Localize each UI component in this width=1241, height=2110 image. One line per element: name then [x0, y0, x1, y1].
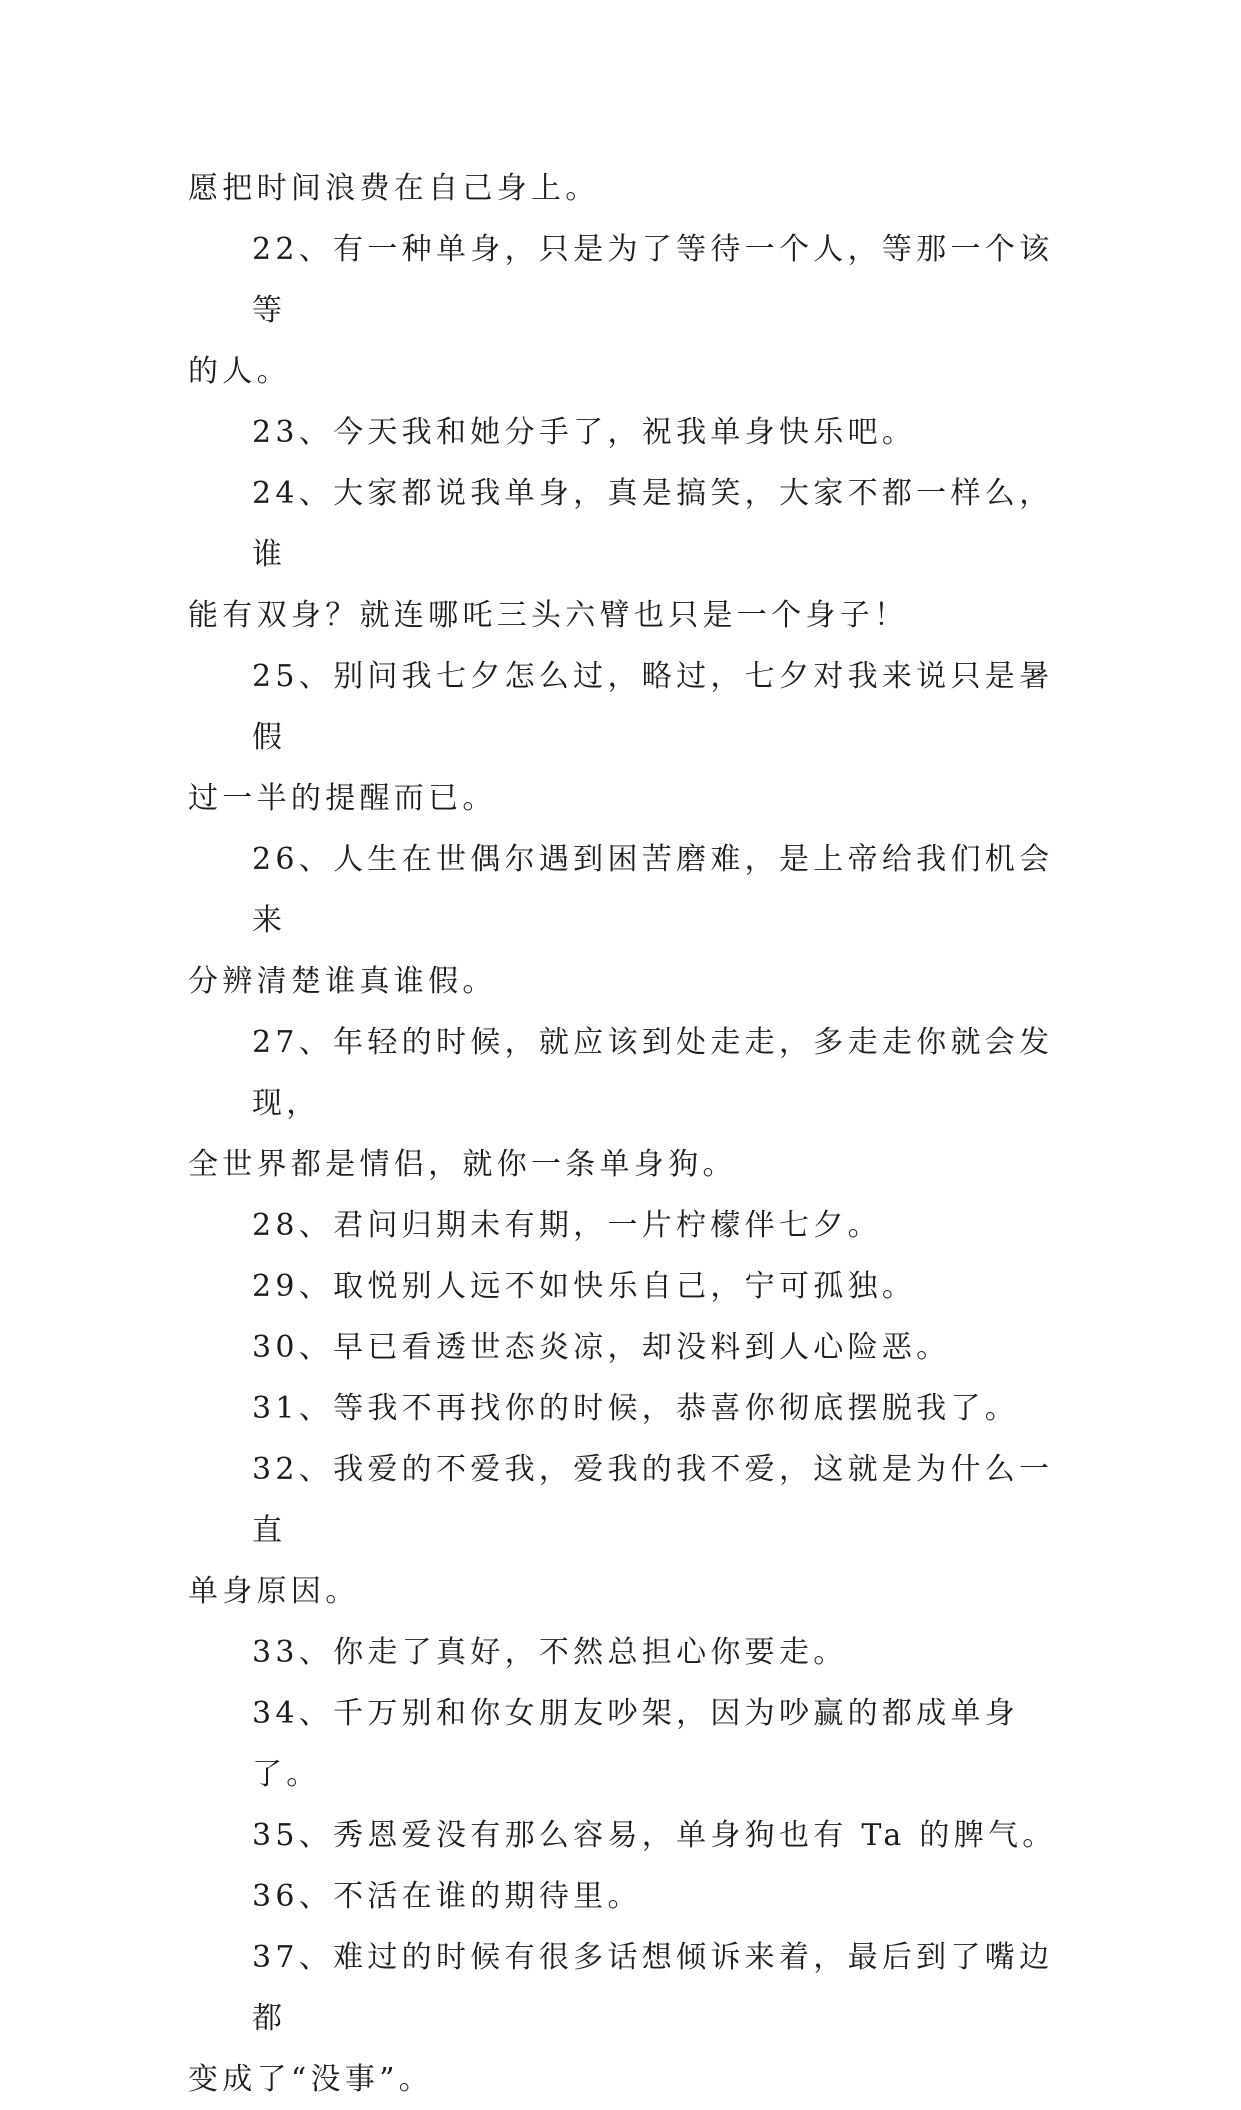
text-line: 24、大家都说我单身，真是搞笑，大家不都一样么，谁	[252, 476, 1054, 572]
text-line: 27、年轻的时候，就应该到处走走，多走走你就会发现，	[252, 1025, 1054, 1121]
text-line: 分辨清楚谁真谁假。	[188, 964, 497, 999]
text-line: 30、早已看透世态炎凉，却没料到人心险恶。	[252, 1330, 951, 1365]
text-line: 能有双身？就连哪吒三头六臂也只是一个身子！	[188, 598, 909, 633]
text-line: 37、难过的时候有很多话想倾诉来着，最后到了嘴边都	[252, 1940, 1054, 2036]
text-line: 22、有一种单身，只是为了等待一个人，等那一个该等	[252, 232, 1054, 328]
document-body	[188, 158, 1058, 2110]
text-line: 36、不活在谁的期待里。	[252, 1879, 642, 1914]
text-line: 26、人生在世偶尔遇到困苦磨难，是上帝给我们机会来	[252, 842, 1054, 938]
text-line: 34、千万别和你女朋友吵架，因为吵赢的都成单身了。	[252, 1696, 1020, 1792]
text-line: 变成了“没事”。	[188, 2062, 434, 2097]
text-line: 31、等我不再找你的时候，恭喜你彻底摆脱我了。	[252, 1391, 1020, 1426]
text-line: 33、你走了真好，不然总担心你要走。	[252, 1635, 848, 1670]
text-line: 32、我爱的不爱我，爱我的我不爱，这就是为什么一直	[252, 1452, 1054, 1548]
text-line: 过一半的提醒而已。	[188, 781, 497, 816]
text-line: 25、别问我七夕怎么过，略过，七夕对我来说只是暑假	[252, 659, 1054, 755]
text-line: 愿把时间浪费在自己身上。	[188, 171, 600, 206]
text-line: 23、今天我和她分手了，祝我单身快乐吧。	[252, 415, 917, 450]
text-line: 28、君问归期未有期，一片柠檬伴七夕。	[252, 1208, 882, 1243]
text-line: 全世界都是情侣，就你一条单身狗。	[188, 1147, 737, 1182]
text-line: 单身原因。	[188, 1574, 360, 1609]
text-line: 29、取悦别人远不如快乐自己，宁可孤独。	[252, 1269, 917, 1304]
text-line: 35、秀恩爱没有那么容易，单身狗也有 Ta 的脾气。	[252, 1818, 1057, 1853]
text-line: 的人。	[188, 354, 291, 389]
